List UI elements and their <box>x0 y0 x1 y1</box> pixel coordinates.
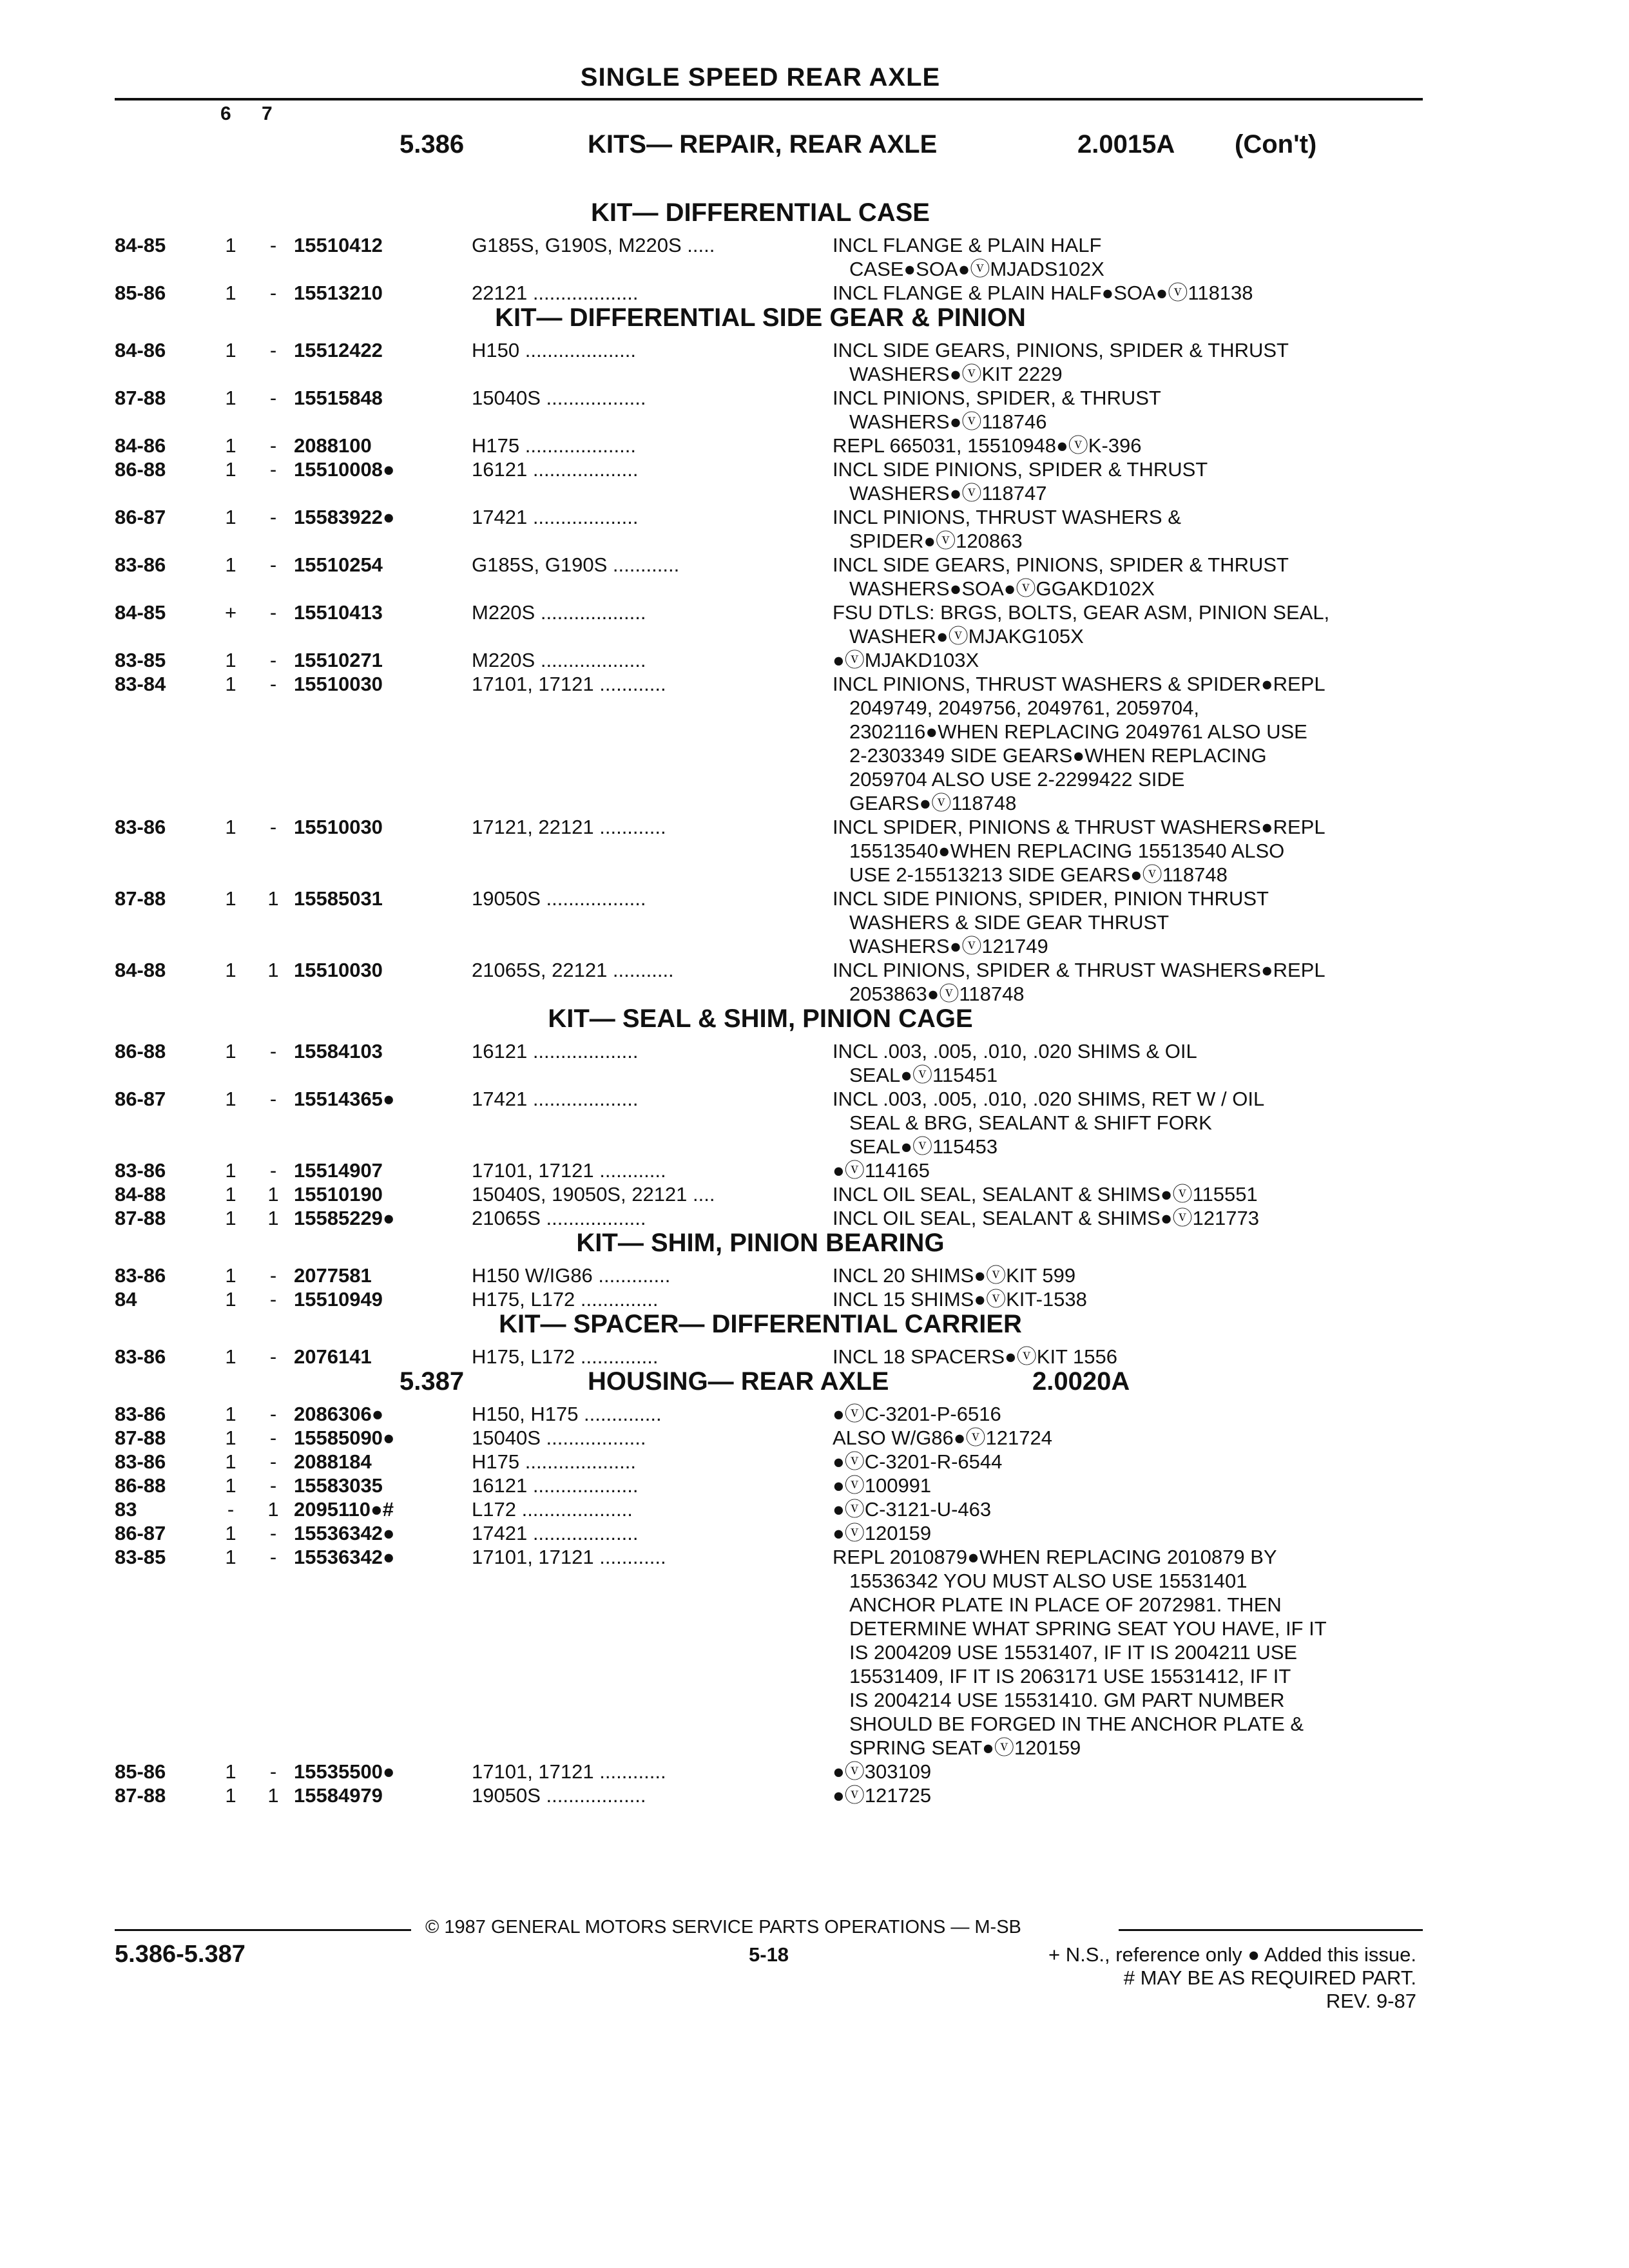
qty-col7-cell: - <box>269 1474 277 1497</box>
group2-reference-number: 2.0020A <box>1032 1367 1130 1396</box>
year-cell: 87-88 <box>115 1427 166 1449</box>
application-cell: 15040S, 19050S, 22121 .... <box>472 1183 715 1206</box>
description-line: CASE●SOA●ⓥMJADS102X <box>849 258 1104 280</box>
group-name: KITS— REPAIR, REAR AXLE <box>588 130 938 159</box>
year-cell: 83-85 <box>115 1546 166 1568</box>
application-cell: 15040S .................. <box>472 387 646 409</box>
qty-col7-cell: - <box>269 434 277 457</box>
header-rule <box>115 98 1423 101</box>
qty-col6-cell: 1 <box>225 1088 236 1110</box>
qty-col7-cell: - <box>269 1403 277 1425</box>
year-cell: 87-88 <box>115 1207 166 1229</box>
application-cell: G185S, G190S ............ <box>472 553 680 576</box>
description-line: 15513540●WHEN REPLACING 15513540 ALSO <box>849 840 1285 862</box>
description-cell <box>833 601 1477 648</box>
application-cell: 17421 ................... <box>472 1522 639 1544</box>
year-cell: 86-87 <box>115 506 166 528</box>
application-cell: 15040S .................. <box>472 1427 646 1449</box>
qty-col7-cell: - <box>269 1760 277 1783</box>
application-cell: 19050S .................. <box>472 1784 646 1807</box>
description-cell <box>833 457 1477 505</box>
qty-col6-cell: 1 <box>225 1264 236 1287</box>
qty-col6-cell: 1 <box>225 1040 236 1062</box>
description-line: INCL SIDE GEARS, PINIONS, SPIDER & THRUST <box>833 339 1289 361</box>
qty-col7-cell: - <box>269 234 277 256</box>
year-cell: 87-88 <box>115 387 166 409</box>
year-cell: 86-87 <box>115 1522 166 1544</box>
qty-col6-cell: 1 <box>225 387 236 409</box>
part-number-cell: 15514907 <box>294 1159 383 1182</box>
description-line: INCL PINIONS, SPIDER, & THRUST <box>833 387 1161 409</box>
description-line: INCL PINIONS, THRUST WASHERS & <box>833 506 1181 528</box>
description-line: ●ⓥ114165 <box>833 1159 930 1182</box>
year-cell: 84-85 <box>115 234 166 256</box>
description-line: 15536342 YOU MUST ALSO USE 15531401 <box>849 1570 1248 1592</box>
year-cell: 83-84 <box>115 673 166 695</box>
application-cell: 16121 ................... <box>472 458 639 481</box>
qty-col7-cell: 1 <box>267 1207 279 1229</box>
qty-col6-cell: 1 <box>225 1546 236 1568</box>
description-line: ●ⓥMJAKD103X <box>833 649 979 671</box>
year-cell: 83 <box>115 1498 137 1521</box>
description-line: WASHERS●ⓥ121749 <box>849 935 1048 957</box>
part-number-cell: 15510030 <box>294 959 383 981</box>
qty-col6-cell: 1 <box>225 1427 236 1449</box>
application-cell: 17101, 17121 ............ <box>472 1159 666 1182</box>
qty-col6-cell: 1 <box>225 1183 236 1206</box>
application-cell: 21065S .................. <box>472 1207 646 1229</box>
application-cell: H175 .................... <box>472 434 636 457</box>
part-number-cell: 15510949 <box>294 1288 383 1311</box>
description-line: INCL PINIONS, SPIDER & THRUST WASHERS●REPL <box>833 959 1325 981</box>
part-number-cell: 15513210 <box>294 282 383 304</box>
application-cell: 17101, 17121 ............ <box>472 1760 666 1783</box>
description-cell <box>833 281 1477 305</box>
year-cell: 87-88 <box>115 887 166 910</box>
part-number-cell: 15510008● <box>294 458 395 481</box>
part-number-cell: 15585090● <box>294 1427 395 1449</box>
part-number-cell: 2095110●# <box>294 1498 394 1521</box>
description-cell <box>833 1760 1477 1783</box>
description-line: INCL PINIONS, THRUST WASHERS & SPIDER●REPL <box>833 673 1325 695</box>
qty-col7-cell: - <box>269 1345 277 1368</box>
description-line: 15531409, IF IT IS 2063171 USE 15531412, IF IT <box>849 1665 1291 1687</box>
application-cell: M220S ................... <box>472 601 646 624</box>
description-cell <box>833 672 1477 815</box>
application-cell: H175, L172 .............. <box>472 1345 659 1368</box>
application-cell: L172 .................... <box>472 1498 633 1521</box>
description-line: SHOULD BE FORGED IN THE ANCHOR PLATE & <box>849 1713 1304 1735</box>
qty-col7-cell: 1 <box>267 1498 279 1521</box>
part-number-cell: 15515848 <box>294 387 383 409</box>
year-cell: 84-85 <box>115 601 166 624</box>
year-cell: 84-88 <box>115 959 166 981</box>
footnote-required: # MAY BE AS REQUIRED PART. <box>1123 1966 1416 1989</box>
group2-number: 5.387 <box>400 1367 465 1396</box>
year-cell: 86-87 <box>115 1088 166 1110</box>
part-number-cell: 15583922● <box>294 506 395 528</box>
description-cell <box>833 1158 1477 1182</box>
part-number-cell: 15510412 <box>294 234 383 256</box>
part-number-cell: 15510190 <box>294 1183 383 1206</box>
qty-col7-cell: - <box>269 387 277 409</box>
qty-col6-cell: 1 <box>225 1522 236 1544</box>
qty-col6-cell: 1 <box>225 673 236 695</box>
page-range: 5.386-5.387 <box>115 1941 246 1968</box>
application-cell: 16121 ................... <box>472 1040 639 1062</box>
part-number-cell: 15535500● <box>294 1760 395 1783</box>
description-line: INCL 20 SHIMS●ⓥKIT 599 <box>833 1264 1076 1287</box>
description-line: WASHERS●ⓥ118746 <box>849 410 1047 433</box>
description-line: INCL FLANGE & PLAIN HALF <box>833 234 1102 256</box>
part-number-cell: 15510030 <box>294 816 383 838</box>
qty-col6-cell: 1 <box>225 506 236 528</box>
description-line: INCL OIL SEAL, SEALANT & SHIMS●ⓥ115551 <box>833 1183 1258 1206</box>
qty-col7-cell: - <box>269 816 277 838</box>
qty-col6-cell: 1 <box>225 887 236 910</box>
description-line: INCL .003, .005, .010, .020 SHIMS, RET W / OIL <box>833 1088 1265 1110</box>
application-cell: M220S ................... <box>472 649 646 671</box>
year-cell: 83-86 <box>115 816 166 838</box>
application-cell: 17421 ................... <box>472 506 639 528</box>
qty-col7-cell: - <box>269 601 277 624</box>
description-line: SPRING SEAT●ⓥ120159 <box>849 1736 1081 1759</box>
year-cell: 83-86 <box>115 1450 166 1473</box>
application-cell: H175 .................... <box>472 1450 636 1473</box>
description-cell <box>833 553 1477 601</box>
application-cell: H175, L172 .............. <box>472 1288 659 1311</box>
description-cell <box>833 1264 1477 1287</box>
footer-rule-right <box>1119 1929 1423 1931</box>
year-cell: 83-85 <box>115 649 166 671</box>
group2-name: HOUSING— REAR AXLE <box>588 1367 889 1396</box>
description-cell <box>833 648 1477 672</box>
qty-col6-cell: - <box>227 1498 235 1521</box>
description-cell <box>833 1545 1477 1760</box>
description-cell <box>833 1182 1477 1206</box>
year-cell: 85-86 <box>115 1760 166 1783</box>
qty-col6-cell: 1 <box>225 1288 236 1311</box>
qty-col6-cell: 1 <box>225 339 236 361</box>
description-cell <box>833 505 1477 553</box>
column-labels <box>220 103 303 125</box>
qty-col6-cell: 1 <box>225 959 236 981</box>
application-cell: 19050S .................. <box>472 887 646 910</box>
qty-col6-cell: 1 <box>225 234 236 256</box>
description-line: ●ⓥ100991 <box>833 1474 932 1497</box>
year-cell: 84-88 <box>115 1183 166 1206</box>
year-cell: 83-86 <box>115 1159 166 1182</box>
qty-col7-cell: - <box>269 1288 277 1311</box>
description-line: 2302116●WHEN REPLACING 2049761 ALSO USE <box>849 720 1307 743</box>
description-line: ●ⓥC-3201-R-6544 <box>833 1450 1003 1473</box>
continued-label: (Con't) <box>1235 130 1317 159</box>
description-line: SEAL●ⓥ115453 <box>849 1135 998 1158</box>
qty-col7-cell: - <box>269 1546 277 1568</box>
description-line: ●ⓥ303109 <box>833 1760 932 1783</box>
application-cell: 21065S, 22121 ........... <box>472 959 674 981</box>
qty-col7-cell: - <box>269 1450 277 1473</box>
part-number-cell: 15584103 <box>294 1040 383 1062</box>
description-line: SEAL●ⓥ115451 <box>849 1064 998 1086</box>
qty-col6-cell: 1 <box>225 1784 236 1807</box>
description-line: INCL OIL SEAL, SEALANT & SHIMS●ⓥ121773 <box>833 1207 1259 1229</box>
qty-col7-cell: - <box>269 1159 277 1182</box>
description-cell <box>833 1426 1477 1450</box>
description-line: INCL SIDE GEARS, PINIONS, SPIDER & THRUST <box>833 553 1289 576</box>
description-line: INCL SPIDER, PINIONS & THRUST WASHERS●REPL <box>833 816 1325 838</box>
qty-col7-cell: - <box>269 1427 277 1449</box>
section-title: KIT— DIFFERENTIAL CASE <box>591 198 930 227</box>
section-title: KIT— DIFFERENTIAL SIDE GEAR & PINION <box>495 303 1026 332</box>
description-line: ALSO W/G86●ⓥ121724 <box>833 1427 1052 1449</box>
description-cell <box>833 1474 1477 1497</box>
qty-col6-cell: 1 <box>225 1760 236 1783</box>
qty-col7-cell: 1 <box>267 1183 279 1206</box>
year-cell: 86-88 <box>115 458 166 481</box>
part-number-cell: 15584979 <box>294 1784 383 1807</box>
year-cell: 83-86 <box>115 553 166 576</box>
description-line: 2059704 ALSO USE 2-2299422 SIDE <box>849 768 1185 791</box>
description-cell <box>833 1287 1477 1311</box>
description-line: SPIDER●ⓥ120863 <box>849 530 1023 552</box>
qty-col7-cell: - <box>269 458 277 481</box>
reference-number: 2.0015A <box>1077 130 1175 159</box>
part-number-cell: 2088184 <box>294 1450 372 1473</box>
description-line: 2049749, 2049756, 2049761, 2059704, <box>849 697 1200 719</box>
part-number-cell: 15536342● <box>294 1522 395 1544</box>
description-cell <box>833 958 1477 1006</box>
description-cell <box>833 1450 1477 1474</box>
description-line: GEARS●ⓥ118748 <box>849 792 1017 814</box>
qty-col6-cell: 1 <box>225 434 236 457</box>
qty-col6-cell: 1 <box>225 1474 236 1497</box>
part-number-cell: 15510254 <box>294 553 383 576</box>
revision: REV. 9-87 <box>1325 1990 1416 2012</box>
footnote-ns: + N.S., reference only ● Added this issue. <box>1048 1943 1416 1966</box>
qty-col7-cell: - <box>269 506 277 528</box>
description-line: DETERMINE WHAT SPRING SEAT YOU HAVE, IF IT <box>849 1617 1327 1640</box>
qty-col6-cell: 1 <box>225 458 236 481</box>
section-title: KIT— SHIM, PINION BEARING <box>576 1229 945 1257</box>
part-number-cell: 15512422 <box>294 339 383 361</box>
qty-col6-cell: 1 <box>225 282 236 304</box>
group-number: 5.386 <box>400 130 465 159</box>
description-line: INCL 18 SPACERS●ⓥKIT 1556 <box>833 1345 1118 1368</box>
description-cell <box>833 386 1477 434</box>
qty-col7-cell: 1 <box>267 887 279 910</box>
column-label-6: 6 <box>220 103 231 124</box>
application-cell: 17101, 17121 ............ <box>472 673 666 695</box>
description-line: IS 2004214 USE 15531410. GM PART NUMBER <box>849 1689 1285 1711</box>
year-cell: 84 <box>115 1288 137 1311</box>
description-cell <box>833 815 1477 887</box>
description-cell <box>833 434 1477 457</box>
qty-col6-cell: 1 <box>225 649 236 671</box>
qty-col7-cell: - <box>269 339 277 361</box>
description-line: IS 2004209 USE 15531407, IF IT IS 2004211 USE <box>849 1641 1298 1664</box>
application-cell: 17101, 17121 ............ <box>472 1546 666 1568</box>
qty-col7-cell: - <box>269 282 277 304</box>
year-cell: 83-86 <box>115 1403 166 1425</box>
qty-col6-cell: 1 <box>225 1403 236 1425</box>
description-line: INCL SIDE PINIONS, SPIDER & THRUST <box>833 458 1208 481</box>
qty-col7-cell: - <box>269 553 277 576</box>
description-line: ●ⓥC-3201-P-6516 <box>833 1403 1001 1425</box>
description-line: WASHERS●ⓥKIT 2229 <box>849 363 1063 385</box>
description-line: USE 2-15513213 SIDE GEARS●ⓥ118748 <box>849 863 1228 886</box>
application-cell: 17121, 22121 ............ <box>472 816 666 838</box>
description-line: ●ⓥ120159 <box>833 1522 932 1544</box>
column-label-7: 7 <box>262 103 273 124</box>
description-line: SEAL & BRG, SEALANT & SHIFT FORK <box>849 1111 1212 1134</box>
qty-col7-cell: - <box>269 1040 277 1062</box>
copyright-line: © 1987 GENERAL MOTORS SERVICE PARTS OPERATIONS — M-SB <box>425 1917 1021 1937</box>
description-line: WASHER●ⓥMJAKG105X <box>849 625 1084 648</box>
part-number-cell: 15585229● <box>294 1207 395 1229</box>
description-line: WASHERS●SOA●ⓥGGAKD102X <box>849 577 1155 600</box>
year-cell: 83-86 <box>115 1264 166 1287</box>
qty-col7-cell: 1 <box>267 959 279 981</box>
description-line: FSU DTLS: BRGS, BOLTS, GEAR ASM, PINION SEAL, <box>833 601 1330 624</box>
description-cell <box>833 338 1477 386</box>
part-number-cell: 15583035 <box>294 1474 383 1497</box>
part-number-cell: 15536342● <box>294 1546 395 1568</box>
application-cell: 17421 ................... <box>472 1088 639 1110</box>
part-number-cell: 15585031 <box>294 887 383 910</box>
description-cell <box>833 1087 1477 1158</box>
part-number-cell: 2076141 <box>294 1345 372 1368</box>
description-line: ●ⓥ121725 <box>833 1784 932 1807</box>
qty-col7-cell: 1 <box>267 1784 279 1807</box>
application-cell: H150 .................... <box>472 339 636 361</box>
application-cell: 16121 ................... <box>472 1474 639 1497</box>
year-cell: 85-86 <box>115 282 166 304</box>
description-cell <box>833 233 1477 281</box>
description-line: WASHERS●ⓥ118747 <box>849 482 1047 505</box>
qty-col6-cell: 1 <box>225 1207 236 1229</box>
part-number-cell: 15514365● <box>294 1088 395 1110</box>
description-line: INCL SIDE PINIONS, SPIDER, PINION THRUST <box>833 887 1269 910</box>
part-number-cell: 2088100 <box>294 434 372 457</box>
part-number-cell: 2077581 <box>294 1264 372 1287</box>
description-line: ANCHOR PLATE IN PLACE OF 2072981. THEN <box>849 1593 1282 1616</box>
qty-col6-cell: + <box>224 601 237 624</box>
description-line: 2053863●ⓥ118748 <box>849 983 1025 1005</box>
description-cell <box>833 1497 1477 1521</box>
description-cell <box>833 1345 1477 1369</box>
qty-col7-cell: - <box>269 649 277 671</box>
qty-col7-cell: - <box>269 673 277 695</box>
year-cell: 83-86 <box>115 1345 166 1368</box>
year-cell: 86-88 <box>115 1474 166 1497</box>
description-line: INCL 15 SHIMS●ⓥKIT-1538 <box>833 1288 1087 1311</box>
description-cell <box>833 1206 1477 1230</box>
description-cell <box>833 1402 1477 1426</box>
description-line: WASHERS & SIDE GEAR THRUST <box>849 911 1170 934</box>
description-line: REPL 2010879●WHEN REPLACING 2010879 BY <box>833 1546 1277 1568</box>
description-line: ●ⓥC-3121-U-463 <box>833 1498 992 1521</box>
qty-col6-cell: 1 <box>225 1159 236 1182</box>
application-cell: H150 W/IG86 ............. <box>472 1264 671 1287</box>
qty-col7-cell: - <box>269 1088 277 1110</box>
description-line: REPL 665031, 15510948●ⓥK-396 <box>833 434 1142 457</box>
footer-rule-left <box>115 1929 411 1931</box>
part-number-cell: 15510413 <box>294 601 383 624</box>
description-line: INCL FLANGE & PLAIN HALF●SOA●ⓥ118138 <box>833 282 1253 304</box>
qty-col6-cell: 1 <box>225 1345 236 1368</box>
qty-col7-cell: - <box>269 1522 277 1544</box>
section-title: KIT— SPACER— DIFFERENTIAL CARRIER <box>499 1310 1022 1338</box>
year-cell: 87-88 <box>115 1784 166 1807</box>
description-cell <box>833 1039 1477 1087</box>
year-cell: 84-86 <box>115 434 166 457</box>
year-cell: 84-86 <box>115 339 166 361</box>
application-cell: H150, H175 .............. <box>472 1403 662 1425</box>
application-cell: 22121 ................... <box>472 282 639 304</box>
description-line: 2-2303349 SIDE GEARS●WHEN REPLACING <box>849 744 1267 767</box>
part-number-cell: 15510030 <box>294 673 383 695</box>
description-cell <box>833 887 1477 958</box>
qty-col6-cell: 1 <box>225 816 236 838</box>
page-number: 5-18 <box>749 1943 789 1966</box>
description-line: INCL .003, .005, .010, .020 SHIMS & OIL <box>833 1040 1197 1062</box>
section-title: KIT— SEAL & SHIM, PINION CAGE <box>548 1004 973 1033</box>
part-number-cell: 15510271 <box>294 649 383 671</box>
application-cell: G185S, G190S, M220S ..... <box>472 234 715 256</box>
qty-col6-cell: 1 <box>225 553 236 576</box>
description-cell <box>833 1521 1477 1545</box>
qty-col6-cell: 1 <box>225 1450 236 1473</box>
part-number-cell: 2086306● <box>294 1403 384 1425</box>
qty-col7-cell: - <box>269 1264 277 1287</box>
page-title: SINGLE SPEED REAR AXLE <box>580 63 941 91</box>
description-cell <box>833 1783 1477 1807</box>
year-cell: 86-88 <box>115 1040 166 1062</box>
